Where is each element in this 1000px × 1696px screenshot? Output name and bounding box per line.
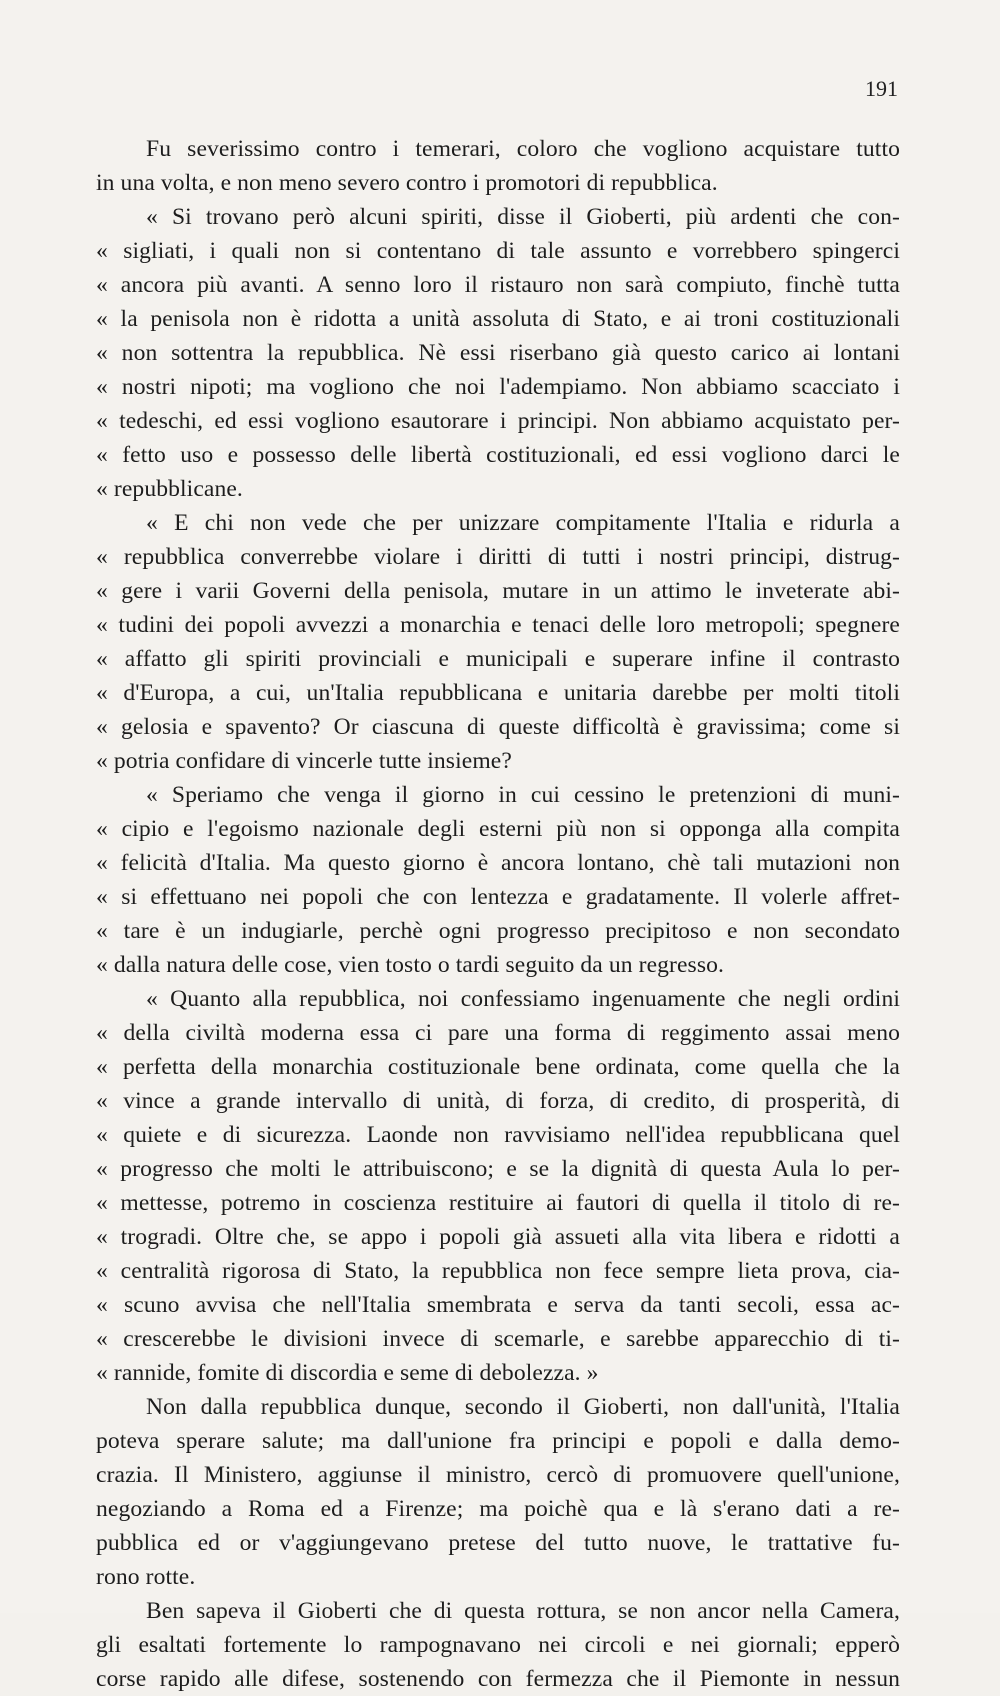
text-line: « felicità d'Italia. Ma questo giorno è ancora lontano, chè tali mutazioni non [96,850,900,876]
text-line: « Speriamo che venga il giorno in cui cessino le pretenzioni di muni- [146,782,900,808]
text-line: « rannide, fomite di discordia e seme di debolezza. » [96,1360,599,1386]
text-line: « ancora più avanti. A senno loro il ristauro non sarà compiuto, finchè tutta [96,272,900,298]
text-line: « nostri nipoti; ma vogliono che noi l'adempiamo. Non abbiamo scacciato i [96,374,900,400]
text-line: « repubblicane. [96,476,243,502]
text-line: gli esaltati fortemente lo rampognavano nei circoli e nei giornali; epperò [96,1632,900,1658]
text-line: « Si trovano però alcuni spiriti, disse il Gioberti, più ardenti che con- [146,204,900,230]
text-line: Ben sapeva il Gioberti che di questa rottura, se non ancor nella Camera, [146,1598,900,1624]
text-line: « fetto uso e possesso delle libertà costituzionali, ed essi vogliono darci le [96,442,900,468]
text-line: « tedeschi, ed essi vogliono esautorare i principi. Non abbiamo acquistato per- [96,408,900,434]
text-line: « perfetta della monarchia costituzionale bene ordinata, come quella che la [96,1054,900,1080]
body-text [96,132,900,1696]
text-line: « tudini dei popoli avvezzi a monarchia e tenaci delle loro metropoli; spegnere [96,612,900,638]
text-line: « centralità rigorosa di Stato, la repubblica non fece sempre lieta prova, cia- [96,1258,900,1284]
text-line: « quiete e di sicurezza. Laonde non ravvisiamo nell'idea repubblicana quel [96,1122,900,1148]
text-line: corse rapido alle difese, sostenendo con fermezza che il Piemonte in nessun [96,1666,900,1692]
text-line: « mettesse, potremo in coscienza restituire ai fautori di quella il titolo di re- [96,1190,900,1216]
text-line: « scuno avvisa che nell'Italia smembrata e serva da tanti secoli, essa ac- [96,1292,900,1318]
text-line: crazia. Il Ministero, aggiunse il ministro, cercò di promuovere quell'unione, [96,1462,900,1488]
text-line: rono rotte. [96,1564,196,1590]
text-line: « progresso che molti le attribuiscono; e se la dignità di questa Aula lo per- [96,1156,900,1182]
text-line: « si effettuano nei popoli che con lentezza e gradatamente. Il volerle affret- [96,884,900,910]
text-line: in una volta, e non meno severo contro i promotori di repubblica. [96,170,718,196]
text-line: « potria confidare di vincerle tutte insieme? [96,748,512,774]
text-line: « non sottentra la repubblica. Nè essi riserbano già questo carico ai lontani [96,340,900,366]
text-line: « cipio e l'egoismo nazionale degli esterni più non si opponga alla compita [96,816,900,842]
text-line: Non dalla repubblica dunque, secondo il Gioberti, non dall'unità, l'Italia [146,1394,900,1420]
text-line: « E chi non vede che per unizzare compitamente l'Italia e ridurla a [146,510,900,536]
text-line: Fu severissimo contro i temerari, coloro che vogliono acquistare tutto [146,136,900,162]
text-line: poteva sperare salute; ma dall'unione fra principi e popoli e dalla demo- [96,1428,900,1454]
text-line: « trogradi. Oltre che, se appo i popoli già assueti alla vita libera e ridotti a [96,1224,900,1250]
text-line: « repubblica converrebbe violare i diritti di tutti i nostri principi, distrug- [96,544,900,570]
text-line: « gelosia e spavento? Or ciascuna di queste difficoltà è gravissima; come si [96,714,900,740]
text-line: « Quanto alla repubblica, noi confessiamo ingenuamente che negli ordini [146,986,900,1012]
text-line: « tare è un indugiarle, perchè ogni progresso precipitoso e non secondato [96,918,900,944]
text-line: « sigliati, i quali non si contentano di tale assunto e vorrebbero spingerci [96,238,900,264]
text-line: « della civiltà moderna essa ci pare una forma di reggimento assai meno [96,1020,900,1046]
text-line: « affatto gli spiriti provinciali e municipali e superare infine il contrasto [96,646,900,672]
text-line: « d'Europa, a cui, un'Italia repubblicana e unitaria darebbe per molti titoli [96,680,900,706]
text-line: negoziando a Roma ed a Firenze; ma poichè qua e là s'erano dati a re- [96,1496,900,1522]
text-line: « gere i varii Governi della penisola, mutare in un attimo le inveterate abi- [96,578,900,604]
text-line: pubblica ed or v'aggiungevano pretese del tutto nuove, le trattative fu- [96,1530,900,1556]
page-number: 191 [865,76,898,101]
text-line: « dalla natura delle cose, vien tosto o tardi seguito da un regresso. [96,952,725,978]
text-line: « la penisola non è ridotta a unità assoluta di Stato, e ai troni costituzionali [96,306,900,332]
text-line: « vince a grande intervallo di unità, di forza, di credito, di prosperità, di [96,1088,900,1114]
text-line: « crescerebbe le divisioni invece di scemarle, e sarebbe apparecchio di ti- [96,1326,900,1352]
